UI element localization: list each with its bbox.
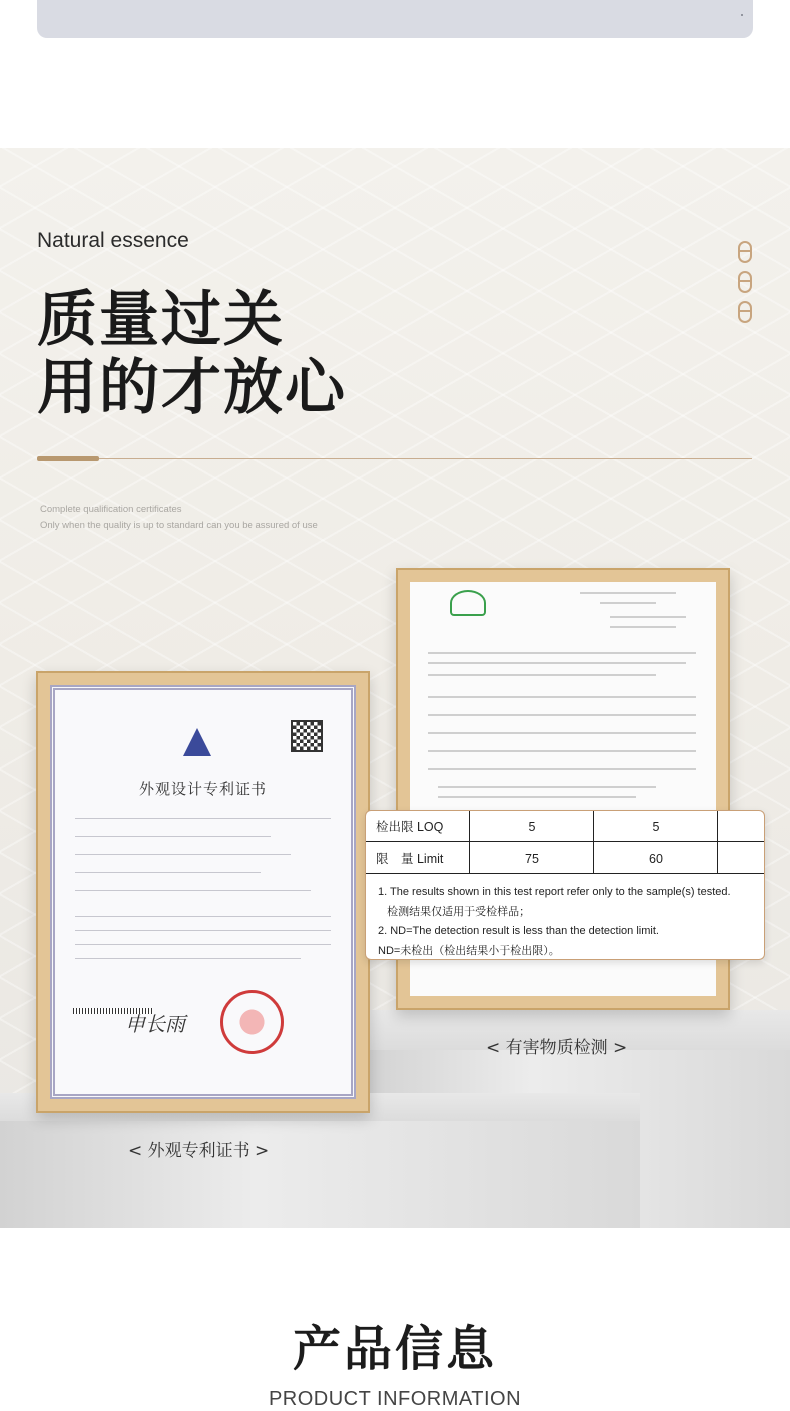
divider-accent [37, 456, 99, 461]
table-cell-label: 限 量 Limit [376, 852, 444, 866]
signature: 申长雨 [125, 1012, 185, 1036]
table-cell-value: 60 [649, 852, 663, 866]
caption-line-2: Only when the quality is up to standard can you be assured of use [40, 520, 318, 531]
table-cell-value: 75 [525, 852, 539, 866]
headline-line-2: 用的才放心 [37, 353, 347, 423]
table-row [366, 811, 764, 843]
product-info-subtitle: PRODUCT INFORMATION [268, 1388, 522, 1410]
official-seal-icon [220, 990, 284, 1054]
note-line: 2. ND=The detection result is less than the detection limit. [378, 925, 659, 937]
table-cell-label: 检出限 LOQ [376, 820, 444, 834]
report-notes [378, 883, 731, 961]
patent-certificate-frame [36, 671, 370, 1113]
lab-logo-icon [450, 590, 486, 616]
quality-section [0, 148, 790, 1228]
table-cell-value: 5 [652, 820, 660, 834]
caption-line-1: Complete qualification certificates [40, 504, 182, 515]
patent-document-title: 外观设计专利证书 [138, 780, 267, 798]
qr-code-icon [291, 720, 323, 752]
podium-left-face [0, 1121, 640, 1228]
note-line: 1. The results shown in this test report refer only to the sample(s) tested. [378, 886, 731, 898]
table-row [366, 843, 764, 875]
patent-certificate [50, 685, 356, 1099]
ring-decoration-icon [738, 241, 752, 331]
note-line: ND=未检出（检出结果小于检出限）。 [378, 944, 560, 957]
dot-icon [741, 14, 743, 16]
patent-certificate-label: < 外观专利证书 > [128, 1141, 270, 1161]
patent-logo-icon [183, 728, 211, 756]
test-report-label: < 有害物质检测 > [486, 1038, 628, 1058]
product-info-title: 产品信息 [292, 1321, 497, 1377]
table-cell-value: 5 [528, 820, 536, 834]
divider [37, 458, 752, 459]
section-subtitle-en: Natural essence [37, 229, 189, 252]
top-card [37, 0, 753, 38]
note-line: 检测结果仅适用于受检样品； [378, 905, 531, 918]
test-report-zoom-table [365, 810, 765, 960]
headline-line-1: 质量过关 [37, 285, 285, 355]
